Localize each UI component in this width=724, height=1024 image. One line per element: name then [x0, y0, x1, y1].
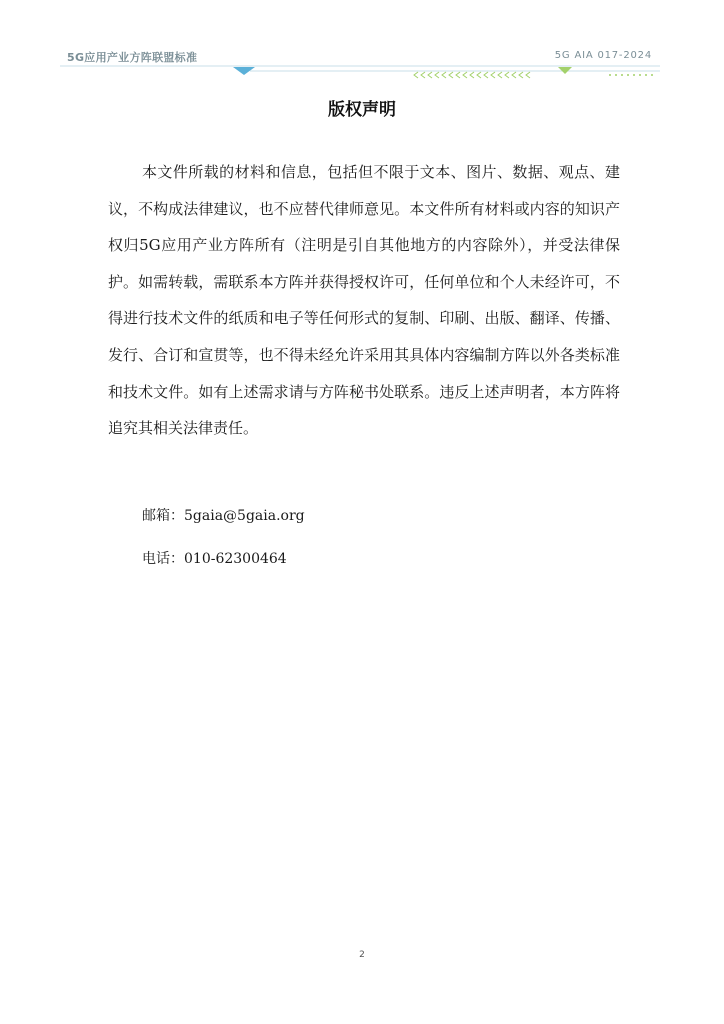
contact-email: 邮箱：5gaia@5gaia.org [142, 508, 305, 524]
header-decoration [60, 62, 660, 82]
copyright-statement: 本文件所载的材料和信息，包括但不限于文本、图片、数据、观点、建议，不构成法律建议，也不应替代律师意见。本文件所有材料或内容的知识产权归5G应用产业方阵所有（注明是引自其他地方的内容除外），并受法律保护。如需转载，需联系本方阵并获得授权许可，任何单位和个人未经许可，不得进行技术文件的纸质和电子等任何形式的复制、印刷、出版、翻译、传播、发行、合订和宣贯等，也不得未经允许采用其具体内容编制方阵以外各类标准和技术文件。如有上述需求请与方阵秘书处联系。违反上述声明者，本方阵将追究其相关法律责任。 [108, 163, 620, 438]
page-number: 2 [359, 950, 365, 960]
document-number: 5G AIA 017-2024 [554, 50, 652, 61]
organization-name: 5G应用产业方阵联盟标准 [67, 51, 198, 64]
page-title: 版权声明 [328, 100, 396, 120]
contact-phone: 电话：010-62300464 [142, 551, 287, 567]
